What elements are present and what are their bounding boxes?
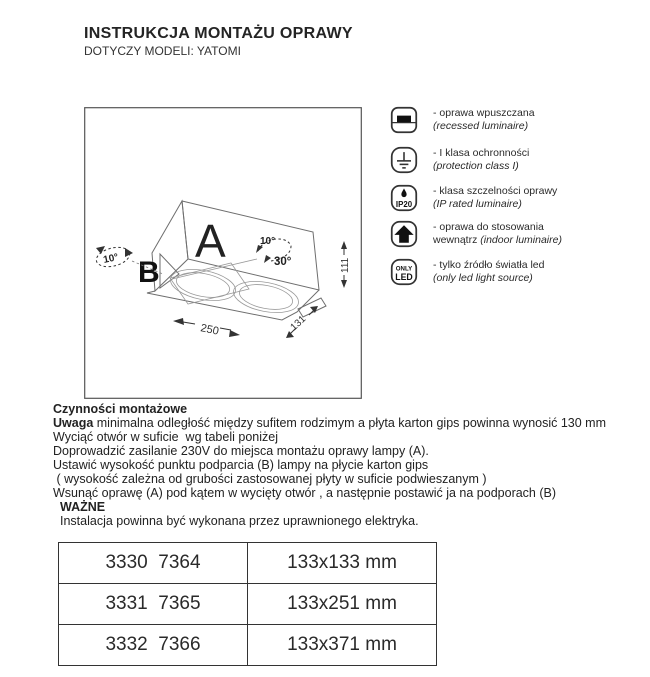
model-number-cell: 3330 7364 bbox=[59, 543, 248, 584]
luminaire-box-wireframe bbox=[147, 201, 326, 320]
legend-item-only-led bbox=[390, 258, 544, 286]
legend-text: - klasa szczelności oprawy (IP rated luminaire) bbox=[433, 185, 558, 210]
dimension-height-111 bbox=[340, 241, 351, 288]
svg-text:30°: 30° bbox=[274, 256, 292, 268]
dimension-width-250 bbox=[173, 318, 240, 338]
svg-text:250: 250 bbox=[199, 322, 220, 338]
table-row bbox=[59, 625, 437, 666]
svg-text:ONLY: ONLY bbox=[395, 265, 413, 273]
label-B: B bbox=[138, 256, 160, 289]
protection-class-1-icon bbox=[390, 146, 418, 174]
model-cutout-table bbox=[58, 542, 437, 666]
instruction-line: ( wysokość zależna od grubości zastosowanej płyty w suficie podwieszanym ) bbox=[53, 472, 487, 486]
svg-text:IP20: IP20 bbox=[395, 199, 413, 209]
svg-text:111: 111 bbox=[340, 257, 351, 273]
table-row bbox=[59, 543, 437, 584]
legend-item-ip20 bbox=[390, 184, 557, 212]
page-subtitle: DOTYCZY MODELI: YATOMI bbox=[84, 44, 241, 58]
instruction-line: Uwaga minimalna odległość między sufitem rodzimym a płyta karton gips powinna wynosić 130 mm bbox=[53, 416, 607, 430]
luminaire-technical-drawing bbox=[84, 107, 362, 399]
only-led-icon bbox=[390, 258, 418, 286]
svg-text:10°: 10° bbox=[260, 236, 276, 247]
svg-text:10°: 10° bbox=[102, 252, 120, 266]
legend-text: - oprawa wpuszczana (recessed luminaire) bbox=[433, 107, 535, 132]
table-row bbox=[59, 584, 437, 625]
legend-item-indoor bbox=[390, 220, 562, 248]
svg-text:LED: LED bbox=[395, 271, 413, 282]
instruction-line: Ustawić wysokość punktu podparcia (B) lampy na płycie karton gips bbox=[53, 458, 429, 472]
important-heading: WAŻNE bbox=[60, 500, 106, 514]
mounting-instructions bbox=[53, 402, 606, 528]
cutout-size-cell: 133x371 mm bbox=[248, 625, 437, 666]
instruction-line: Wsunąć oprawę (A) pod kątem w wycięty otwór , a następnie postawić ja na podporach (B) bbox=[53, 486, 557, 500]
recessed-luminaire-icon bbox=[390, 106, 418, 134]
legend-item-protection-class bbox=[390, 146, 529, 174]
legend-item-recessed bbox=[390, 106, 535, 134]
svg-text:131: 131 bbox=[288, 313, 309, 334]
model-number-cell: 3331 7365 bbox=[59, 584, 248, 625]
instruction-line: Wyciąć otwór w suficie wg tabeli poniżej bbox=[53, 430, 278, 444]
legend-text: - I klasa ochronności (protection class I) bbox=[433, 147, 530, 172]
cutout-size-cell: 133x251 mm bbox=[248, 584, 437, 625]
cutout-size-cell: 133x133 mm bbox=[248, 543, 437, 584]
instructions-heading: Czynności montażowe bbox=[53, 402, 188, 416]
legend-text: - oprawa do stosowania wewnątrz (indoor luminaire) bbox=[433, 221, 562, 246]
indoor-luminaire-icon bbox=[390, 220, 418, 248]
page-title: INSTRUKCJA MONTAŻU OPRAWY bbox=[84, 25, 353, 42]
legend-text: - tylko źródło światła led (only led light source) bbox=[433, 259, 545, 284]
tilt-indicator-middle bbox=[256, 236, 292, 268]
instruction-line: Instalacja powinna być wykonana przez uprawnionego elektryka. bbox=[60, 514, 419, 528]
model-number-cell: 3332 7366 bbox=[59, 625, 248, 666]
label-A: A bbox=[195, 215, 226, 267]
ip20-icon bbox=[390, 184, 418, 212]
instruction-line: Doprowadzić zasilanie 230V do miejsca montażu oprawy lampy (A). bbox=[53, 444, 429, 458]
